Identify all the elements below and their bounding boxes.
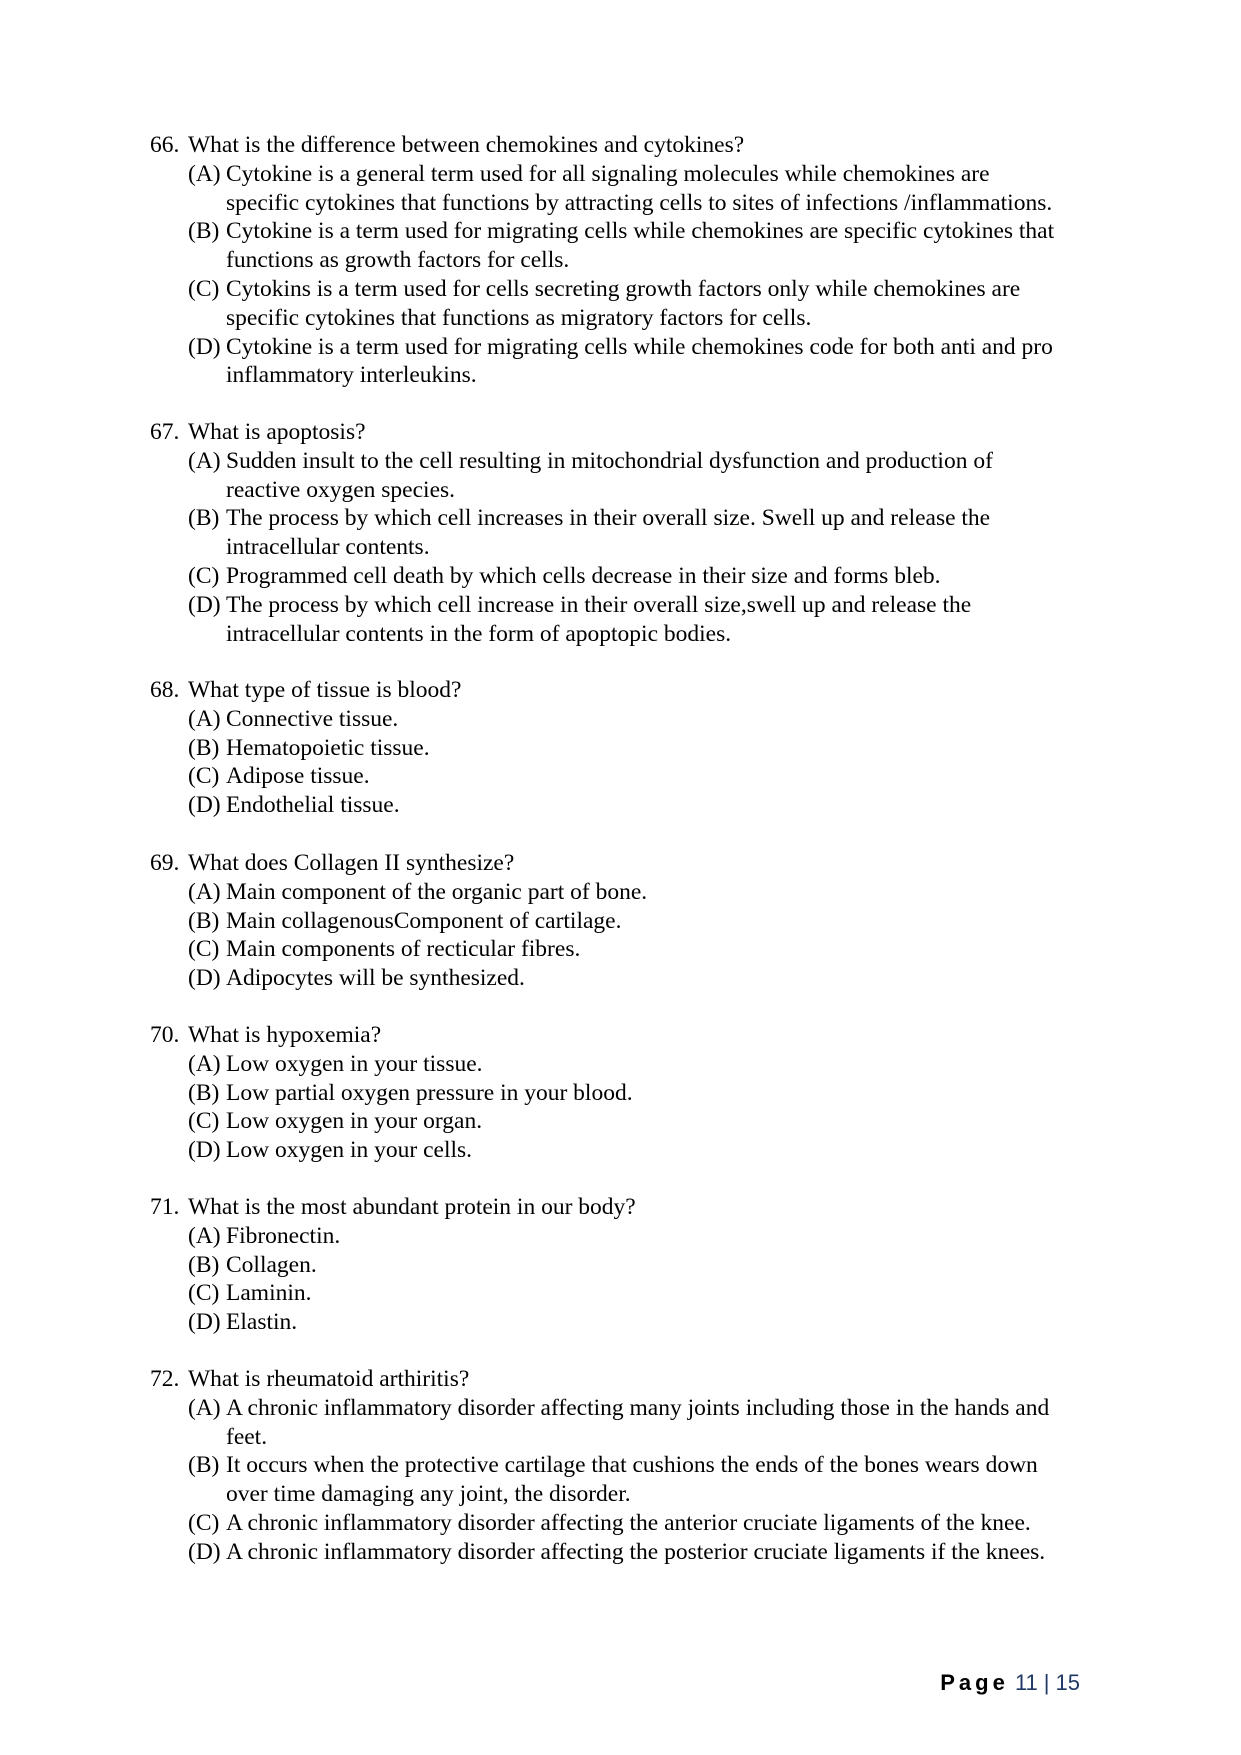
- option-text: [226, 591, 971, 649]
- option-text: [226, 762, 370, 791]
- option-a: [188, 447, 1130, 505]
- option-text: [226, 1050, 483, 1079]
- option-b: [188, 734, 1130, 763]
- option-line: Main component of the organic part of bone.: [226, 878, 648, 905]
- option-line: Hematopoietic tissue.: [226, 734, 430, 761]
- option-line: Endothelial tissue.: [226, 792, 400, 819]
- question-line: [150, 1021, 1130, 1050]
- option-d: [188, 791, 1130, 820]
- option-text: [226, 1538, 1045, 1567]
- question-text: What is the most abundant protein in our body?: [188, 1194, 636, 1220]
- option-text: [226, 964, 525, 993]
- option-line: Fibronectin.: [226, 1222, 341, 1249]
- option-text: [226, 791, 400, 820]
- option-label: (D): [188, 965, 221, 992]
- question-text: What is hypoxemia?: [188, 1022, 382, 1048]
- option-line: reactive oxygen species.: [226, 476, 456, 503]
- question-text: What type of tissue is blood?: [188, 677, 462, 703]
- option-line: functions as growth factors for cells.: [226, 247, 570, 274]
- option-text: [226, 562, 941, 591]
- option-text: [226, 1451, 1038, 1509]
- option-c: [188, 1509, 1130, 1538]
- option-text: [226, 1136, 472, 1165]
- question-number: 68.: [150, 677, 180, 703]
- option-label: (C): [188, 763, 220, 790]
- option-line: intracellular contents in the form of apoptopic bodies.: [226, 620, 732, 647]
- question-line: [150, 131, 1130, 160]
- option-b: [188, 217, 1130, 275]
- option-label: (B): [188, 218, 220, 245]
- option-text: [226, 705, 398, 734]
- option-c: [188, 275, 1130, 333]
- option-text: [226, 160, 1052, 218]
- option-label: (B): [188, 734, 220, 761]
- option-d: [188, 333, 1130, 391]
- option-b: [188, 907, 1130, 936]
- question-71: [150, 1193, 1130, 1337]
- option-text: [226, 275, 1020, 333]
- option-a: [188, 1050, 1130, 1079]
- option-c: [188, 762, 1130, 791]
- option-line: A chronic inflammatory disorder affecting many joints including those in the hands and: [226, 1394, 1050, 1421]
- option-line: inflammatory interleukins.: [226, 362, 477, 389]
- option-text: [226, 1251, 317, 1280]
- question-number: 70.: [150, 1022, 180, 1048]
- option-label: (C): [188, 936, 220, 963]
- option-line: Main components of recticular fibres.: [226, 936, 581, 963]
- question-number: 69.: [150, 850, 180, 876]
- question-66: [150, 131, 1130, 390]
- option-label: (C): [188, 1108, 220, 1135]
- page-footer: [900, 1670, 1080, 1696]
- option-text: [226, 734, 430, 763]
- question-line: [150, 418, 1130, 447]
- option-label: (A): [188, 878, 221, 905]
- option-label: (A): [188, 1222, 221, 1249]
- option-text: [226, 1107, 482, 1136]
- option-c: [188, 562, 1130, 591]
- option-line: Low oxygen in your organ.: [226, 1108, 483, 1135]
- option-label: (A): [188, 705, 221, 732]
- option-label: (B): [188, 907, 220, 934]
- option-d: [188, 1308, 1130, 1337]
- option-text: [226, 1222, 340, 1251]
- option-label: (D): [188, 333, 221, 360]
- option-a: [188, 1394, 1130, 1452]
- option-d: [188, 1538, 1130, 1567]
- option-line: Main collagenousComponent of cartilage.: [226, 907, 622, 934]
- option-line: intracellular contents.: [226, 534, 430, 561]
- option-label: (A): [188, 1050, 221, 1077]
- option-line: specific cytokines that functions by attracting cells to sites of infections /inflammations.: [226, 189, 1053, 216]
- question-72: [150, 1365, 1130, 1567]
- option-line: feet.: [226, 1423, 268, 1450]
- option-text: [226, 878, 647, 907]
- option-text: [226, 935, 580, 964]
- option-d: [188, 1136, 1130, 1165]
- option-text: [226, 447, 993, 505]
- question-text: What is apoptosis?: [188, 419, 366, 445]
- option-line: Connective tissue.: [226, 705, 399, 732]
- question-number: 67.: [150, 419, 180, 445]
- option-text: [226, 217, 1054, 275]
- question-69: [150, 849, 1130, 993]
- option-a: [188, 160, 1130, 218]
- option-a: [188, 1222, 1130, 1251]
- option-text: [226, 1509, 1031, 1538]
- option-line: Elastin.: [226, 1309, 298, 1336]
- option-label: (B): [188, 1079, 220, 1106]
- option-label: (A): [188, 160, 221, 187]
- option-label: (D): [188, 591, 221, 618]
- option-b: [188, 504, 1130, 562]
- option-label: (D): [188, 1137, 221, 1164]
- option-line: Cytokine is a general term used for all signaling molecules while chemokines are: [226, 160, 990, 187]
- option-line: Low oxygen in your cells.: [226, 1137, 473, 1164]
- question-68: [150, 676, 1130, 820]
- option-label: (D): [188, 792, 221, 819]
- option-line: Low oxygen in your tissue.: [226, 1050, 483, 1077]
- option-label: (B): [188, 1452, 220, 1479]
- option-c: [188, 1107, 1130, 1136]
- option-label: (D): [188, 1538, 221, 1565]
- question-70: [150, 1021, 1130, 1165]
- option-b: [188, 1251, 1130, 1280]
- option-text: [226, 504, 990, 562]
- option-b: [188, 1079, 1130, 1108]
- page-separator: |: [1043, 1670, 1050, 1695]
- option-text: [226, 1308, 297, 1337]
- option-label: (C): [188, 1280, 220, 1307]
- question-number: 72.: [150, 1366, 180, 1392]
- question-67: [150, 418, 1130, 648]
- option-line: The process by which cell increase in their overall size,swell up and release the: [226, 591, 972, 618]
- option-d: [188, 591, 1130, 649]
- option-line: A chronic inflammatory disorder affecting the posterior cruciate ligaments if the knees.: [226, 1538, 1046, 1565]
- page-label: Page: [940, 1670, 1009, 1695]
- question-text: What does Collagen II synthesize?: [188, 850, 515, 876]
- option-label: (D): [188, 1309, 221, 1336]
- option-c: [188, 935, 1130, 964]
- option-label: (C): [188, 275, 220, 302]
- option-line: over time damaging any joint, the disorder.: [226, 1481, 631, 1508]
- option-text: [226, 1079, 633, 1108]
- option-text: [226, 1279, 312, 1308]
- option-b: [188, 1451, 1130, 1509]
- option-line: specific cytokines that functions as migratory factors for cells.: [226, 304, 812, 331]
- option-line: It occurs when the protective cartilage that cushions the ends of the bones wears down: [226, 1452, 1038, 1479]
- total-pages: 15: [1055, 1670, 1080, 1695]
- option-a: [188, 705, 1130, 734]
- option-line: Adipocytes will be synthesized.: [226, 965, 525, 992]
- option-line: Programmed cell death by which cells decrease in their size and forms bleb.: [226, 562, 941, 589]
- question-number: 71.: [150, 1194, 180, 1220]
- option-line: Laminin.: [226, 1280, 312, 1307]
- option-line: Adipose tissue.: [226, 763, 370, 790]
- question-text: What is the difference between chemokines and cytokines?: [188, 132, 745, 158]
- question-line: [150, 1193, 1130, 1222]
- option-c: [188, 1279, 1130, 1308]
- option-label: (B): [188, 505, 220, 532]
- option-line: Cytokins is a term used for cells secreting growth factors only while chemokines are: [226, 275, 1021, 302]
- option-line: Sudden insult to the cell resulting in mitochondrial dysfunction and production of: [226, 447, 993, 474]
- option-line: Cytokine is a term used for migrating cells while chemokines are specific cytokines that: [226, 218, 1055, 245]
- question-line: [150, 849, 1130, 878]
- option-a: [188, 878, 1130, 907]
- question-text: What is rheumatoid arthiritis?: [188, 1366, 470, 1392]
- question-number: 66.: [150, 132, 180, 158]
- option-line: Cytokine is a term used for migrating cells while chemokines code for both anti and pro: [226, 333, 1053, 360]
- question-line: [150, 676, 1130, 705]
- option-line: The process by which cell increases in their overall size. Swell up and release the: [226, 505, 991, 532]
- option-label: (C): [188, 1509, 220, 1536]
- option-text: [226, 907, 621, 936]
- option-label: (A): [188, 447, 221, 474]
- option-line: A chronic inflammatory disorder affecting the anterior cruciate ligaments of the knee.: [226, 1509, 1031, 1536]
- option-line: Collagen.: [226, 1251, 317, 1278]
- option-label: (C): [188, 562, 220, 589]
- option-d: [188, 964, 1130, 993]
- question-line: [150, 1365, 1130, 1394]
- option-label: (A): [188, 1394, 221, 1421]
- option-line: Low partial oxygen pressure in your blood.: [226, 1079, 633, 1106]
- option-label: (B): [188, 1251, 220, 1278]
- option-text: [226, 1394, 1049, 1452]
- current-page-number: 11: [1014, 1670, 1038, 1695]
- option-text: [226, 333, 1053, 391]
